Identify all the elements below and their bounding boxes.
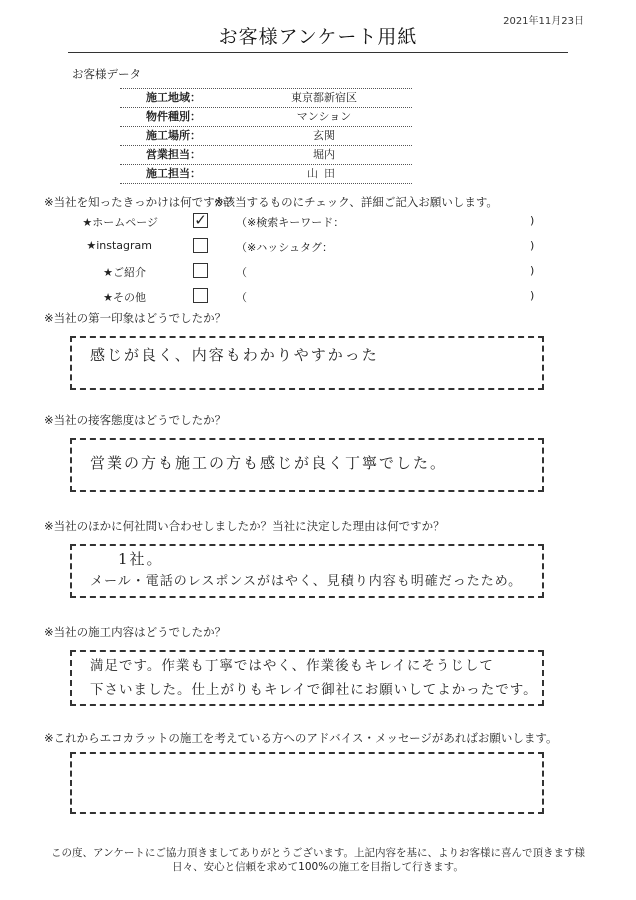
checkbox-homepage[interactable] xyxy=(193,213,208,228)
customer-data-table xyxy=(120,88,412,184)
q5-question: ※当社の施工内容はどうでしたか？ xyxy=(44,625,227,639)
info-value: 堀内 xyxy=(313,148,335,161)
info-row-property-type xyxy=(120,108,412,127)
q5-answer-line-1: 満足です。作業も丁寧ではやく、作業後もキレイにそうじして xyxy=(90,658,494,674)
q4-answer-box[interactable] xyxy=(70,544,544,598)
info-value: マンション xyxy=(296,110,352,123)
customer-data-label: お客様データ xyxy=(72,67,141,81)
info-key: 施工担当： xyxy=(146,167,201,180)
info-value: 玄関 xyxy=(313,129,335,142)
q6-answer-box[interactable] xyxy=(70,752,544,814)
option-label-referral: ★ご紹介 xyxy=(103,266,146,279)
detail-open: （ xyxy=(236,291,247,304)
detail-label-hashtag: （※ハッシュタグ： xyxy=(236,241,333,254)
info-key: 施工地域： xyxy=(146,91,201,104)
survey-date: 2021年11月23日 xyxy=(503,16,584,27)
q6-question: ※これからエコカラットの施工を考えている方へのアドバイス・メッセージがあればお願いします。 xyxy=(44,731,558,745)
checkbox-referral[interactable] xyxy=(193,263,208,278)
q5-answer-line-2: 下さいました。仕上がりもキレイで御社にお願いしてよかったです。 xyxy=(90,682,538,698)
info-value: 東京都新宿区 xyxy=(291,91,357,104)
q4-answer-line-2: メール・電話のレスポンスがはやく、見積り内容も明確だったため。 xyxy=(90,574,523,589)
q3-answer-line: 営業の方も施工の方も感じが良く丁寧でした。 xyxy=(90,454,448,472)
detail-close: ) xyxy=(530,239,535,252)
q4-question: ※当社のほかに何社問い合わせしましたか？当社に決定した理由は何ですか？ xyxy=(44,519,445,533)
q2-question: ※当社の第一印象はどうでしたか？ xyxy=(44,311,227,325)
info-key: 施工場所： xyxy=(146,129,201,142)
footer-message-1: この度、アンケートにご協力頂きましてありがとうございます。上記内容を基に、よりお客様に喜んで頂きます様 xyxy=(50,847,586,859)
detail-close: ) xyxy=(530,264,535,277)
info-key: 営業担当： xyxy=(146,148,201,161)
checkbox-instagram[interactable] xyxy=(193,238,208,253)
detail-close: ) xyxy=(530,289,535,302)
q5-answer-box[interactable] xyxy=(70,650,544,706)
checkbox-other[interactable] xyxy=(193,288,208,303)
info-row-location xyxy=(120,127,412,146)
info-row-sales-rep xyxy=(120,146,412,165)
check-icon: ✓ xyxy=(194,211,207,229)
q1-instruction: ※該当するものにチェック、詳細ご記入お願いします。 xyxy=(214,195,498,209)
option-label-other: ★その他 xyxy=(103,291,146,304)
info-key: 物件種別： xyxy=(146,110,201,123)
info-row-area xyxy=(120,88,412,108)
q1-question: ※当社を知ったきっかけは何ですか？ xyxy=(44,195,238,209)
q2-answer-box[interactable] xyxy=(70,336,544,390)
footer-message-2: 日々、安心と信頼を求めて100%の施工を目指して行きます。 xyxy=(172,861,464,873)
info-row-installer xyxy=(120,165,412,184)
detail-close: ) xyxy=(530,214,535,227)
q3-answer-box[interactable] xyxy=(70,438,544,492)
q4-answer-line-1: 1社。 xyxy=(118,550,164,568)
q3-question: ※当社の接客態度はどうでしたか？ xyxy=(44,413,227,427)
option-label-instagram: ★instagram xyxy=(86,239,152,252)
detail-open: （ xyxy=(236,266,247,279)
option-label-homepage: ★ホームページ xyxy=(82,216,158,229)
detail-label-keyword: （※検索キーワード： xyxy=(236,216,345,229)
info-value-handwritten: 山田 xyxy=(307,167,341,180)
page-title: お客様アンケート用紙 xyxy=(68,24,568,53)
q2-answer-line: 感じが良く、内容もわかりやすかった xyxy=(90,346,379,364)
